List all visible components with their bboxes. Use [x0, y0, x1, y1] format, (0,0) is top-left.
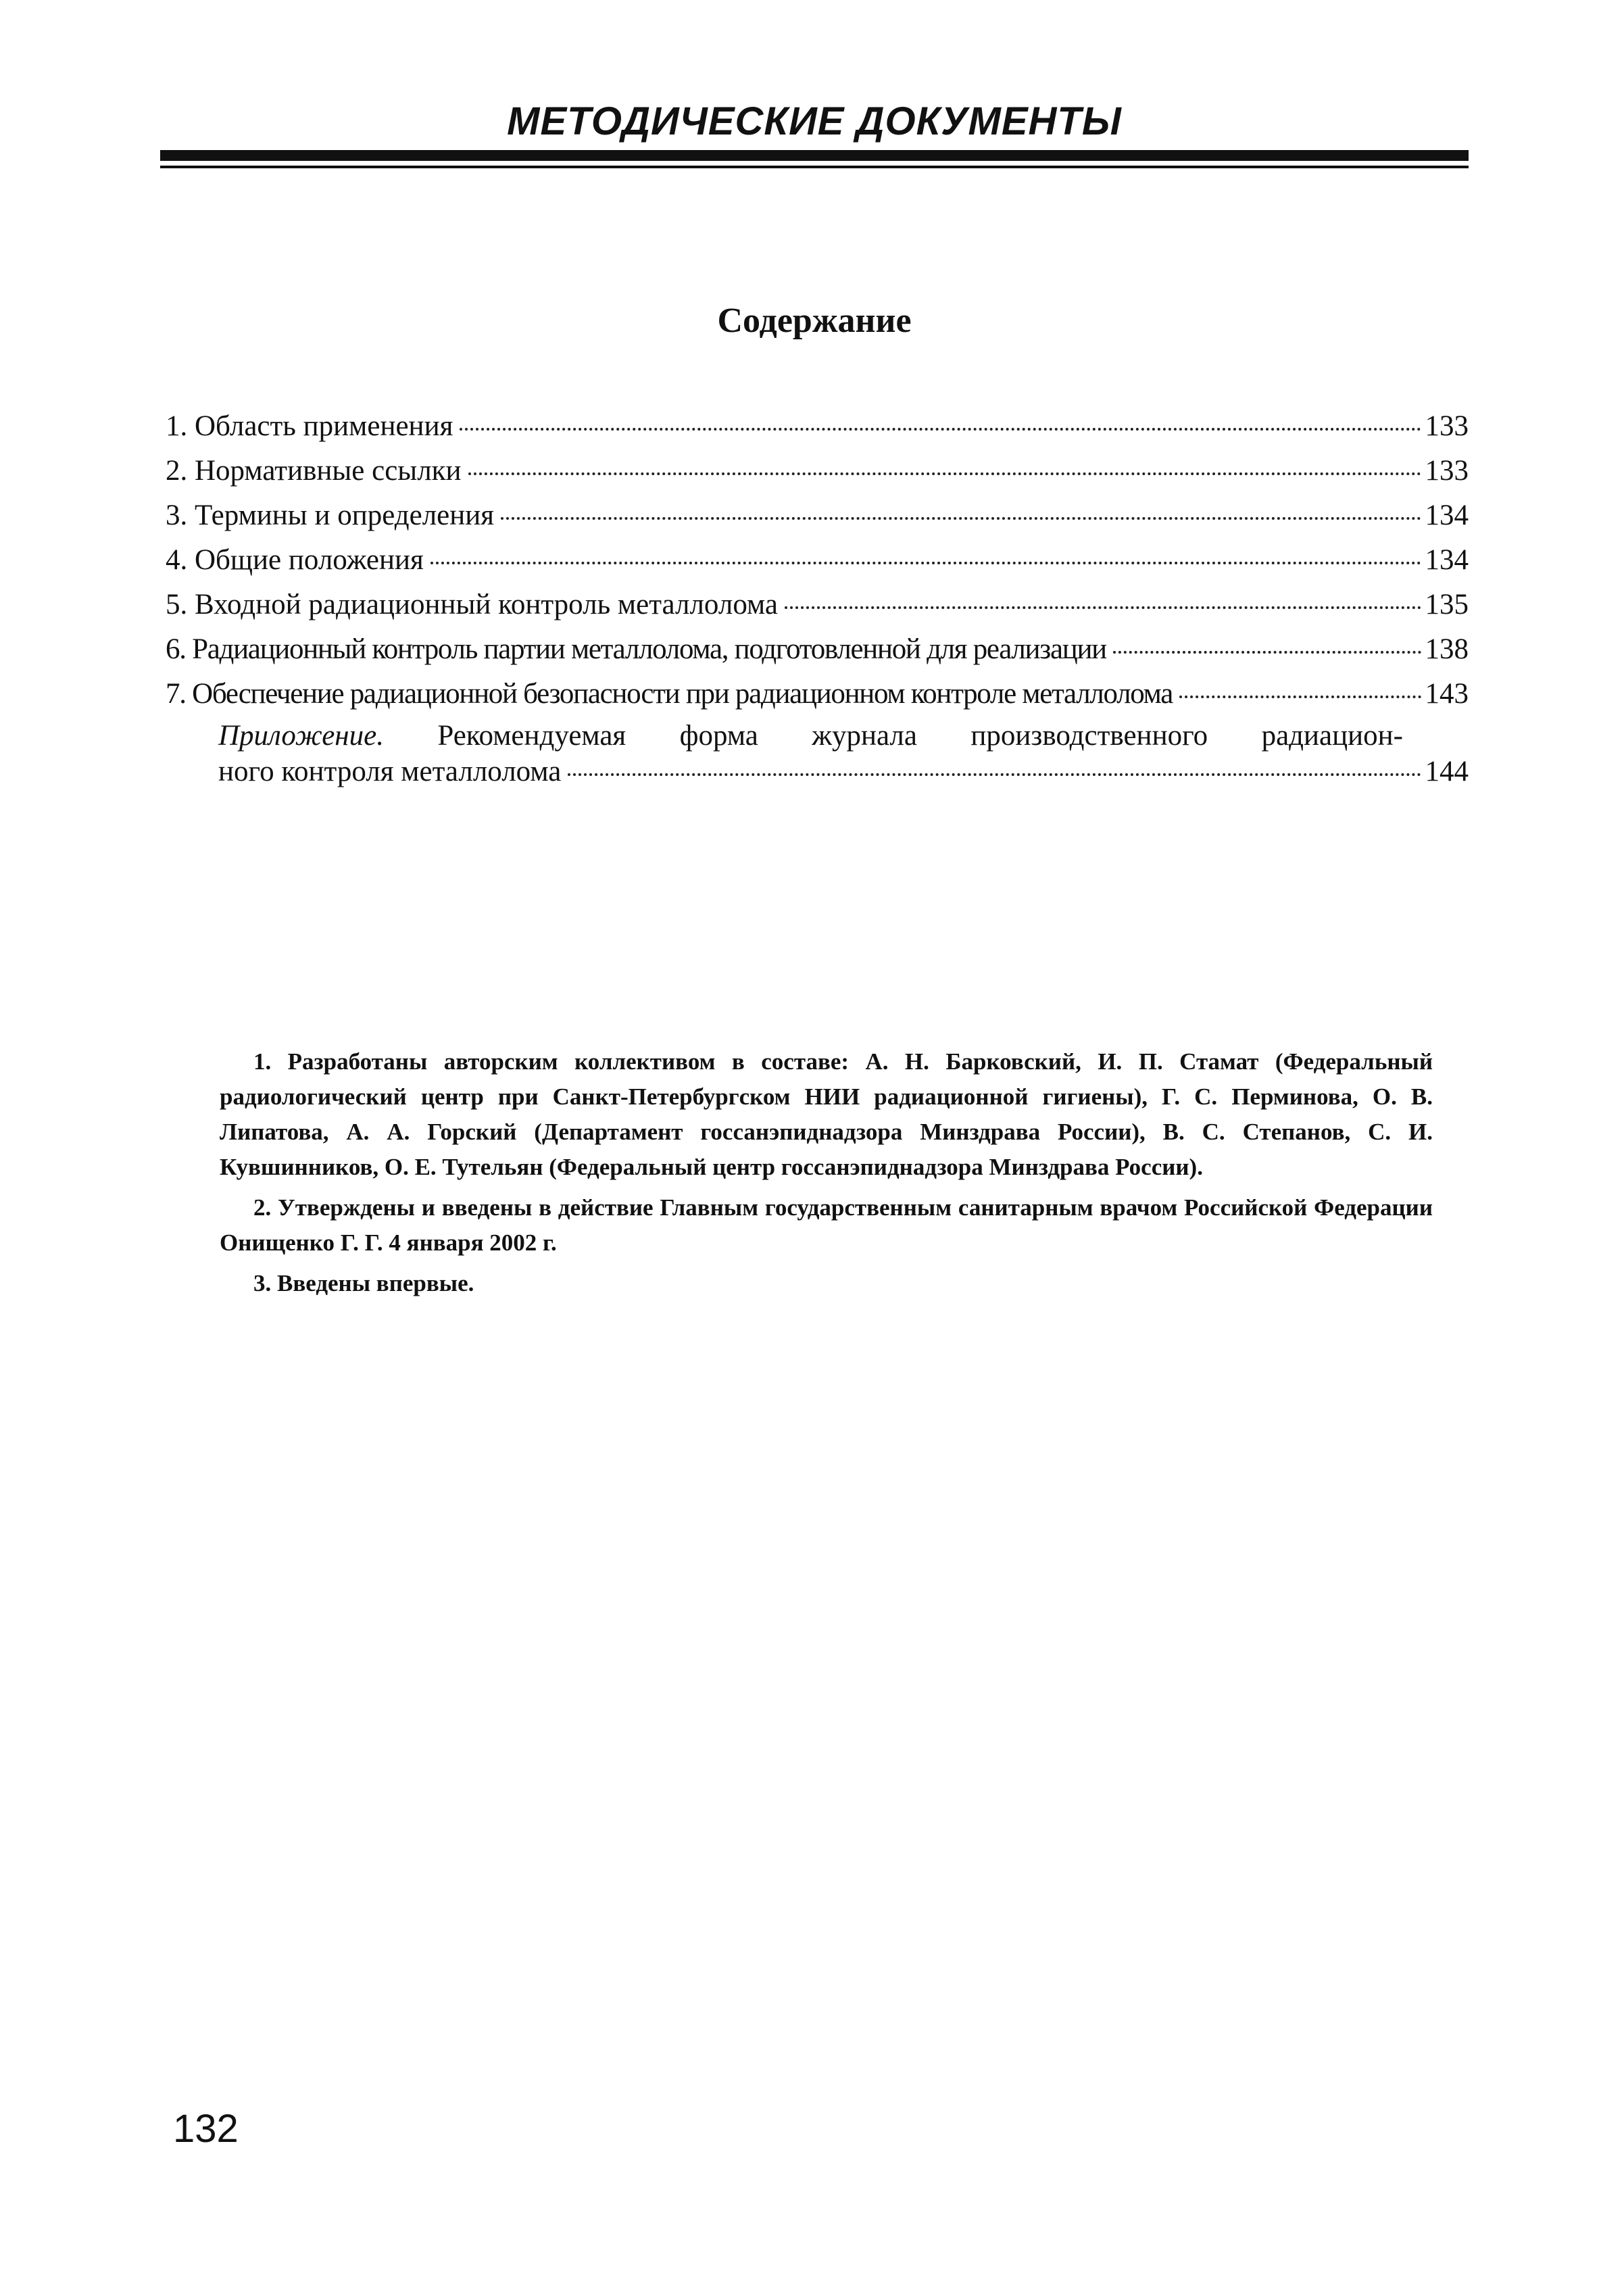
- toc-entry: [166, 449, 1469, 493]
- toc-entry-label: 5. Входной радиационный контроль металлолома: [166, 589, 779, 620]
- toc-entry-label: 4. Общие положения: [166, 544, 424, 576]
- toc-entry-page: 133: [1425, 410, 1469, 442]
- toc-entry: [166, 583, 1469, 627]
- toc-entry: [166, 672, 1469, 716]
- dot-leader: [460, 428, 1421, 431]
- note-developers: 1. Разработаны авторским коллективом в составе: А. Н. Барковский, И. П. Стамат (Федеральный радиологический центр при Санкт-Петербургском НИИ радиационной гигиены), Г. С. Перминова, О. В. Липатова, А. А. Горский (Департамент госсанэпиднадзора Минздрава России), В. С. Степанов, С. И. Кувшинников, О. Е. Тутельян (Федеральный центр госсанэпиднадзора Минздрава России).: [220, 1048, 1433, 1180]
- toc-title: Содержание: [717, 301, 912, 340]
- toc-entry: [166, 538, 1469, 583]
- toc-appendix-entry: [218, 719, 1469, 791]
- toc-entry-label: 2. Нормативные ссылки: [166, 455, 462, 487]
- dot-leader: [568, 773, 1421, 776]
- toc-entry-page: 134: [1425, 499, 1469, 531]
- appendix-first-line: [218, 719, 1469, 753]
- toc-entry-label: 1. Область применения: [166, 410, 453, 442]
- table-of-contents: [166, 404, 1469, 791]
- header-rule-thin: [160, 166, 1469, 168]
- toc-entry-page: 144: [1425, 756, 1469, 787]
- dot-leader: [430, 562, 1421, 564]
- dot-leader: [468, 472, 1421, 475]
- running-title: МЕТОДИЧЕСКИЕ ДОКУМЕНТЫ: [507, 99, 1122, 143]
- toc-entry-label: 6. Радиационный контроль партии металлолома, подготовленной для реализации: [166, 633, 1106, 665]
- page-number: 132: [173, 2107, 239, 2151]
- toc-entry-page: 134: [1425, 544, 1469, 576]
- publication-notes: [220, 1044, 1433, 1307]
- appendix-second-line: [218, 753, 1469, 791]
- toc-entry-page: 138: [1425, 633, 1469, 665]
- header-rule-thick: [160, 150, 1469, 161]
- appendix-title-line2: ного контроля металлолома: [218, 756, 562, 787]
- dot-leader: [1113, 651, 1421, 654]
- toc-entry: [166, 493, 1469, 538]
- toc-entry: [166, 404, 1469, 449]
- toc-entry-label: 3. Термины и определения: [166, 499, 495, 531]
- dot-leader: [501, 517, 1421, 520]
- toc-entry-label: 7. Обеспечение радиационной безопасности при радиационном контроле металлолома: [166, 678, 1173, 710]
- dot-leader: [1179, 696, 1421, 698]
- toc-entry-page: 133: [1425, 455, 1469, 487]
- note-approval: 2. Утверждены и введены в действие Главным государственным санитарным врачом Российской Федерации Онищенко Г. Г. 4 января 2002 г.: [220, 1194, 1433, 1256]
- toc-entry-page: 143: [1425, 678, 1469, 710]
- appendix-prefix: Приложение.: [218, 720, 384, 752]
- toc-entry-page: 135: [1425, 589, 1469, 620]
- appendix-title-line1: Рекомендуемая форма журнала производственного радиацион-: [437, 720, 1403, 752]
- toc-entry: [166, 627, 1469, 672]
- note-first-edition: 3. Введены впервые.: [253, 1270, 474, 1296]
- dot-leader: [785, 606, 1421, 609]
